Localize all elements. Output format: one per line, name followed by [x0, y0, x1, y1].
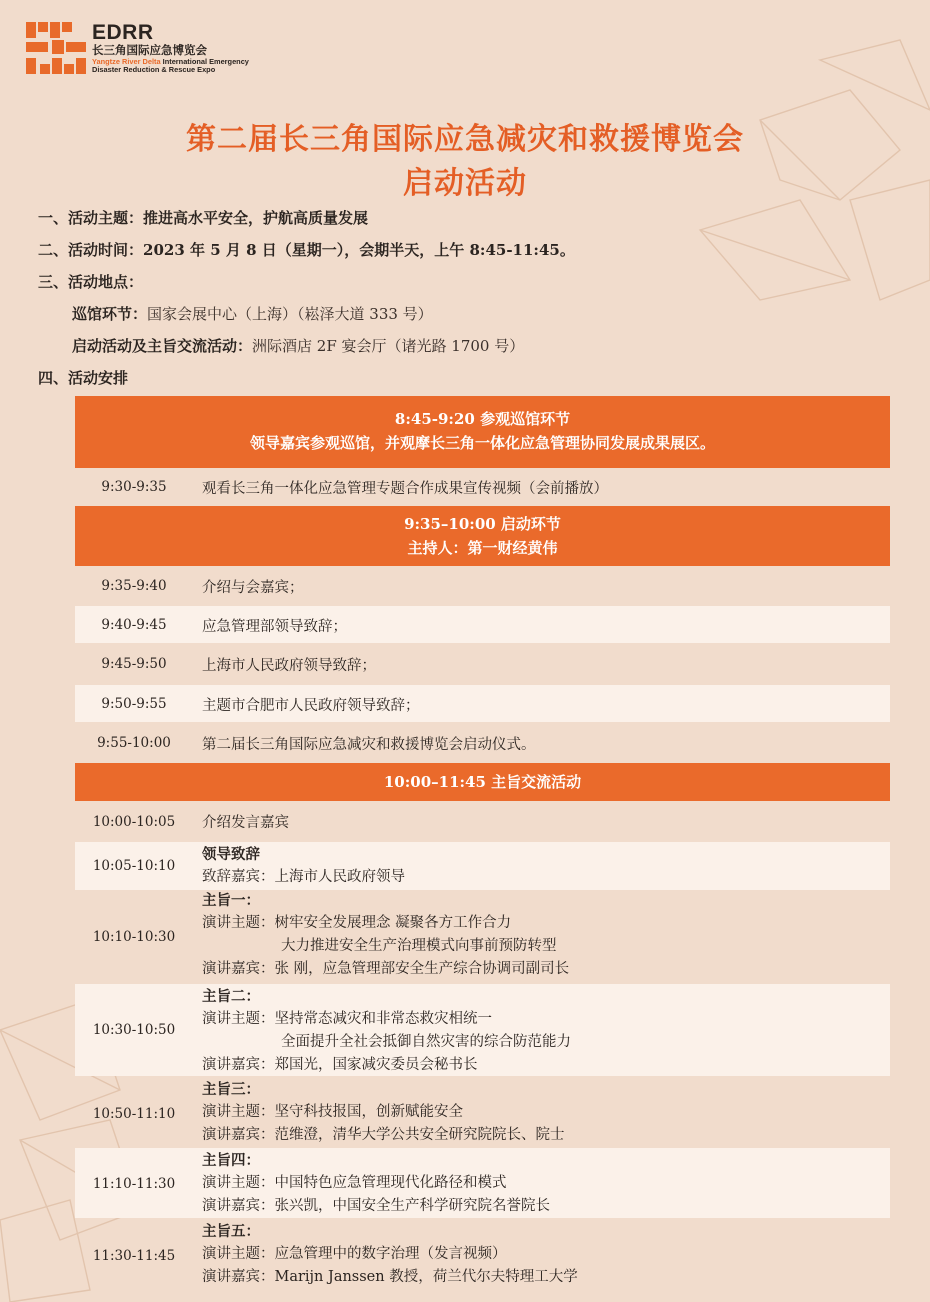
schedule-banner-keynote: [75, 763, 890, 801]
info-agenda: [38, 368, 128, 388]
row-time: 9:45-9:50: [101, 656, 167, 672]
info-place: [38, 272, 143, 292]
info-place1-value: 国家会展中心（上海）（崧泽大道 333 号）: [147, 305, 433, 323]
logo-abbreviation: EDRR: [92, 21, 154, 44]
schedule-row-intro: [75, 803, 890, 840]
schedule-banner-tour: [75, 396, 890, 468]
row-heading: 领导致辞: [202, 846, 260, 863]
keynote-topic: 演讲主题：中国特色应急管理现代化路径和模式: [202, 1175, 507, 1191]
row-time: 9:40-9:45: [101, 617, 167, 633]
row-guest: 致辞嘉宾：上海市人民政府领导: [202, 869, 405, 885]
keynote-speaker: 演讲嘉宾：张兴凯，中国安全生产科学研究院名誉院长: [202, 1198, 550, 1214]
row-time: 11:10-11:30: [92, 1176, 176, 1192]
keynote-topic-cont: 全面提升全社会抵御自然灾害的综合防范能力: [281, 1034, 571, 1050]
info-place1-label: 巡馆环节：: [72, 305, 148, 323]
banner-keynote-title: 10:00–11:45 主旨交流活动: [383, 773, 582, 791]
schedule-row-keynote-4: [75, 1148, 890, 1218]
keynote-heading: 主旨一：: [202, 892, 260, 909]
page-title: 第二届长三角国际应急减灾和救援博览会: [186, 122, 744, 157]
schedule-banner-launch: [75, 506, 890, 566]
row-desc: 第二届长三角国际应急减灾和救援博览会启动仪式。: [202, 737, 536, 753]
keynote-topic-cont: 大力推进安全生产治理模式向事前预防转型: [281, 938, 557, 954]
schedule-row-launch-1: [75, 568, 890, 604]
logo-chinese-name: 长三角国际应急博览会: [92, 43, 207, 57]
row-time: 10:50-11:10: [92, 1106, 176, 1122]
edrr-logo-icon: [24, 20, 88, 76]
row-time: 9:50-9:55: [101, 696, 167, 712]
keynote-heading: 主旨四：: [202, 1152, 260, 1169]
banner-tour-title: 8:45-9:20 参观巡馆环节: [394, 410, 571, 428]
row-desc: 应急管理部领导致辞；: [202, 619, 347, 635]
keynote-speaker: 演讲嘉宾：郑国光，国家减灾委员会秘书长: [202, 1057, 478, 1073]
row-time: 9:55-10:00: [97, 735, 171, 751]
info-time: [38, 240, 575, 260]
info-place-venue1: [72, 304, 433, 324]
info-theme: [38, 208, 368, 228]
row-time: 10:10-10:30: [92, 929, 176, 945]
keynote-topic: 演讲主题：坚持常态减灾和非常态救灾相统一: [202, 1011, 492, 1027]
row-time: 11:30-11:45: [92, 1248, 176, 1264]
keynote-heading: 主旨五：: [202, 1223, 260, 1240]
banner-launch-host: 主持人：第一财经黄伟: [407, 539, 558, 557]
row-desc: 主题市合肥市人民政府领导致辞；: [202, 698, 420, 714]
logo-english-highlight: Yangtze River Delta: [92, 57, 161, 66]
info-theme-value: 推进高水平安全，护航高质量发展: [143, 209, 369, 227]
logo-english-line1-rest: International Emergency: [160, 57, 249, 66]
schedule-row-video: [75, 470, 890, 504]
keynote-heading: 主旨二：: [202, 988, 260, 1005]
row-desc: 介绍与会嘉宾；: [202, 580, 304, 596]
banner-tour-desc: 领导嘉宾参观巡馆，并观摩长三角一体化应急管理协同发展成果展区。: [249, 434, 715, 452]
row-time: 10:30-10:50: [92, 1022, 176, 1038]
keynote-heading: 主旨三：: [202, 1081, 260, 1098]
schedule-row-keynote-3: [75, 1078, 890, 1146]
schedule-row-launch-4: [75, 685, 890, 722]
schedule-row-address: [75, 842, 890, 890]
schedule-row-launch-5: [75, 724, 890, 761]
keynote-speaker: 演讲嘉宾：Marijn Janssen 教授，荷兰代尔夫特理工大学: [202, 1269, 578, 1285]
keynote-speaker: 演讲嘉宾：范维澄，清华大学公共安全研究院院长、院士: [202, 1127, 565, 1143]
info-place-label: 三、活动地点：: [38, 273, 144, 291]
schedule-row-keynote-2: [75, 984, 890, 1076]
banner-launch-title: 9:35–10:00 启动环节: [404, 515, 561, 533]
keynote-topic: 演讲主题：应急管理中的数字治理（发言视频）: [202, 1246, 507, 1262]
row-time: 10:00-10:05: [92, 814, 176, 830]
info-time-label: 二、活动时间：: [38, 241, 144, 259]
info-place-venue2: [72, 336, 524, 356]
schedule-row-keynote-5: [75, 1220, 890, 1296]
expo-logo: [24, 20, 249, 76]
row-time: 10:05-10:10: [92, 858, 176, 874]
info-agenda-label: 四、活动安排: [38, 369, 129, 387]
keynote-topic: 演讲主题：坚守科技报国，创新赋能安全: [202, 1104, 463, 1120]
row-desc: 上海市人民政府领导致辞；: [202, 658, 376, 674]
schedule-row-launch-3: [75, 645, 890, 683]
info-theme-label: 一、活动主题：: [38, 209, 144, 227]
row-time: 9:30-9:35: [101, 479, 167, 495]
row-desc: 介绍发言嘉宾: [202, 815, 289, 831]
row-time: 9:35-9:40: [101, 578, 167, 594]
info-place2-value: 洲际酒店 2F 宴会厅（诸光路 1700 号）: [252, 337, 525, 355]
info-time-value: 2023 年 5 月 8 日（星期一），会期半天，上午 8:45-11:45。: [143, 241, 575, 259]
schedule-row-launch-2: [75, 606, 890, 643]
keynote-speaker: 演讲嘉宾：张 刚，应急管理部安全生产综合协调司副司长: [202, 961, 570, 977]
page-subtitle: 启动活动: [403, 166, 527, 201]
logo-english-line2: Disaster Reduction & Rescue Expo: [92, 65, 216, 74]
schedule-row-keynote-1: [75, 892, 890, 982]
info-place2-label: 启动活动及主旨交流活动：: [72, 337, 253, 355]
keynote-topic: 演讲主题：树牢安全发展理念 凝聚各方工作合力: [202, 915, 512, 931]
row-desc: 观看长三角一体化应急管理专题合作成果宣传视频（会前播放）: [202, 481, 608, 497]
